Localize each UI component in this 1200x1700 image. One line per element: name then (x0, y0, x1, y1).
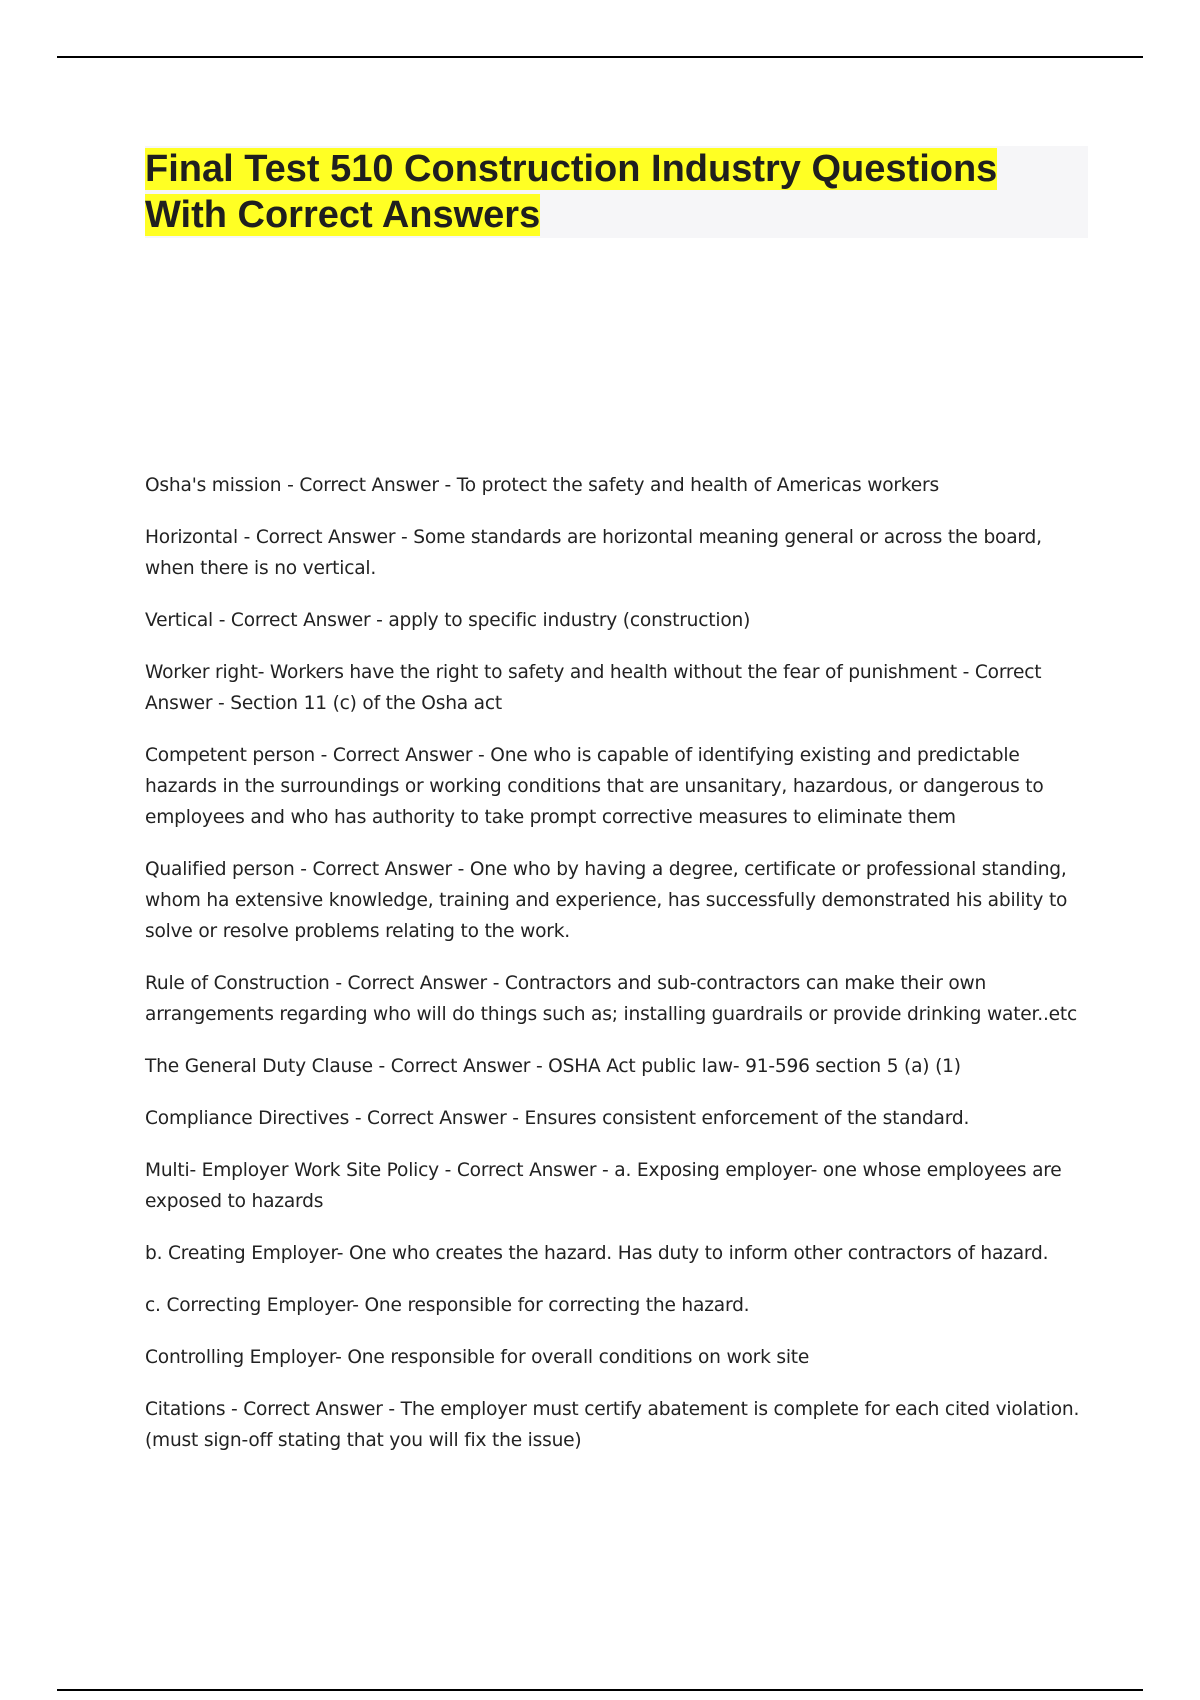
title-block (145, 146, 1088, 238)
qa-list (145, 470, 1095, 1477)
qa-item: Rule of Construction - Correct Answer - Contractors and sub-contractors can make their own arrangements regarding who will do things such as; installing guardrails or provide drinking water..etc (145, 973, 1078, 1025)
qa-item: Controlling Employer- One responsible for overall conditions on work site (145, 1347, 810, 1368)
qa-item: Citations - Correct Answer - The employer must certify abatement is complete for each cited violation. (must sign-off stating that you will fix the issue) (145, 1399, 1080, 1451)
page-title (145, 146, 1088, 238)
qa-item: Multi- Employer Work Site Policy - Correct Answer - a. Exposing employer- one whose employees are exposed to hazards (145, 1160, 1062, 1212)
qa-item: Worker right- Workers have the right to safety and health without the fear of punishment - Correct Answer - Section 11 (c) of the Osha act (145, 662, 1042, 714)
qa-item: Competent person - Correct Answer - One who is capable of identifying existing and predictable hazards in the surroundings or working conditions that are unsanitary, hazardous, or dangerous to employees and who has authority to take prompt corrective measures to eliminate them (145, 745, 1044, 828)
qa-item: Compliance Directives - Correct Answer - Ensures consistent enforcement of the standard. (145, 1108, 970, 1129)
qa-item: Vertical - Correct Answer - apply to specific industry (construction) (145, 610, 751, 631)
qa-item: Qualified person - Correct Answer - One who by having a degree, certificate or professional standing, whom ha extensive knowledge, training and experience, has successfully demonstrated his ability to solve or resolve problems relating to the work. (145, 859, 1068, 942)
title-line-1: Final Test 510 Construction Industry Questions (145, 148, 998, 190)
qa-item: c. Correcting Employer- One responsible for correcting the hazard. (145, 1295, 750, 1316)
qa-item: b. Creating Employer- One who creates the hazard. Has duty to inform other contractors of hazard. (145, 1243, 1049, 1264)
header-rule (57, 56, 1143, 58)
qa-item: The General Duty Clause - Correct Answer - OSHA Act public law- 91-596 section 5 (a) (1) (145, 1056, 961, 1077)
title-line-2: With Correct Answers (145, 194, 541, 236)
qa-item: Horizontal - Correct Answer - Some standards are horizontal meaning general or across the board, when there is no vertical. (145, 527, 1042, 579)
footer-rule (57, 1689, 1143, 1691)
qa-item: Osha's mission - Correct Answer - To protect the safety and health of Americas workers (145, 475, 939, 496)
